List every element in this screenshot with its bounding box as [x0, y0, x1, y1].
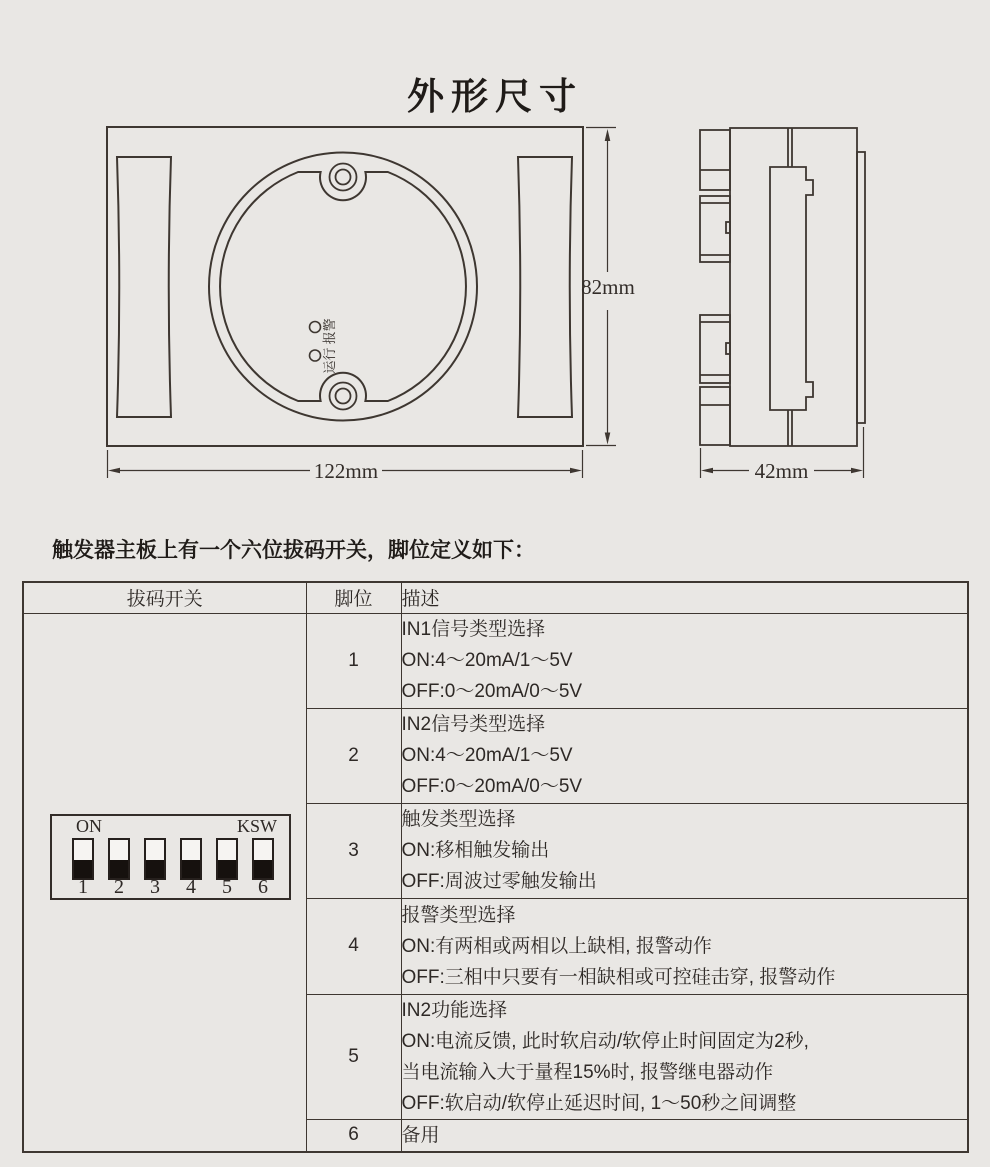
dip-ksw-label: KSW	[237, 815, 277, 836]
terminal-block-4	[700, 387, 730, 445]
inner-ring-with-bosses	[220, 172, 466, 401]
dip-switch-graphic	[50, 814, 291, 900]
side-right-strip	[857, 152, 865, 423]
col-header-dip-switch: 拔码开关	[23, 582, 306, 613]
dip-number-2: 2	[114, 875, 124, 898]
description-line: IN2功能选择	[401, 999, 508, 1021]
right-slot	[518, 157, 572, 417]
pin-number: 5	[306, 994, 401, 1119]
description-line: IN1信号类型选择	[401, 619, 546, 640]
description-line: IN2信号类型选择	[401, 714, 546, 735]
top-screw-inner	[336, 170, 351, 185]
intro-text: 触发器主板上有一个六位拔码开关，脚位定义如下：	[52, 539, 535, 562]
pin-description	[401, 898, 968, 994]
pin-number: 2	[306, 708, 401, 803]
description-line: ON:移相触发输出	[401, 840, 550, 861]
description-line: OFF:三相中只要有一相缺相或可控硅击穿, 报警动作	[401, 966, 836, 988]
dip-switch-cell	[23, 613, 306, 1152]
terminal-block-2-tab	[726, 222, 730, 233]
description-line: ON:4～20mA/1～5V	[401, 650, 573, 671]
pin-number: 3	[306, 803, 401, 898]
side-view	[700, 128, 865, 446]
height-dimension-label: 82mm	[581, 275, 635, 299]
dip-switch-3	[144, 838, 166, 880]
led-labels: 运行 报警	[322, 318, 337, 374]
alarm-led	[310, 322, 321, 333]
side-body	[730, 128, 857, 446]
pin-description	[401, 1119, 968, 1152]
pin-description	[401, 803, 968, 898]
pin-description	[401, 994, 968, 1119]
terminal-block-3-tab	[726, 343, 730, 354]
side-split-lines	[788, 128, 792, 446]
dip-number-3: 3	[150, 875, 160, 898]
dip-switch-6	[252, 838, 274, 880]
bottom-screw-outer	[330, 383, 357, 410]
dip-switch-5	[216, 838, 238, 880]
pin-description	[401, 708, 968, 803]
col-header-description: 描述	[401, 582, 968, 613]
dip-number-6: 6	[258, 875, 268, 898]
description-line: ON:电流反馈, 此时软启动/软停止时间固定为2秒,	[401, 1030, 809, 1052]
dip-switch-2	[108, 838, 130, 880]
pin-description	[401, 613, 968, 708]
top-screw-outer	[330, 164, 357, 191]
run-led	[310, 350, 321, 361]
terminal-block-1	[700, 130, 730, 190]
dip-switch-4	[180, 838, 202, 880]
description-line: OFF:周波过零触发输出	[401, 871, 597, 892]
front-outline	[107, 127, 583, 446]
dip-number-row	[52, 876, 289, 899]
dip-number-1: 1	[78, 875, 88, 898]
left-slot	[117, 157, 171, 417]
pin-number: 6	[306, 1119, 401, 1152]
side-width-dimension-label: 42mm	[754, 459, 809, 483]
dip-switch-row	[52, 838, 289, 880]
description-line: OFF:0～20mA/0～5V	[401, 776, 583, 797]
dip-number-4: 4	[186, 875, 196, 898]
description-line: 备用	[401, 1124, 440, 1146]
dip-on-label: ON	[76, 815, 102, 836]
pin-number: 4	[306, 898, 401, 994]
front-view	[107, 127, 583, 446]
col-header-pin: 脚位	[306, 582, 401, 613]
description-line: ON:4～20mA/1～5V	[401, 745, 573, 766]
dip-switch-1	[72, 838, 94, 880]
description-line: ON:有两相或两相以上缺相, 报警动作	[401, 935, 712, 957]
outer-circle	[209, 153, 477, 421]
dip-definition-table-wrap	[22, 581, 967, 1153]
dip-number-5: 5	[222, 875, 232, 898]
pin-number: 1	[306, 613, 401, 708]
description-line: OFF:0～20mA/0～5V	[401, 681, 583, 702]
front-width-dimension-label: 122mm	[313, 459, 379, 483]
description-line: 当电流输入大于量程15%时, 报警继电器动作	[401, 1061, 774, 1083]
page-title: 外形尺寸	[407, 76, 583, 117]
dip-definition-table	[22, 581, 969, 1153]
bottom-screw-inner	[336, 389, 351, 404]
side-inner-plate	[770, 167, 813, 410]
description-line: OFF:软启动/软停止延迟时间, 1～50秒之间调整	[401, 1092, 797, 1114]
description-line: 报警类型选择	[401, 904, 516, 926]
outline-dimension-drawing	[0, 110, 990, 495]
description-line: 触发类型选择	[401, 809, 516, 830]
